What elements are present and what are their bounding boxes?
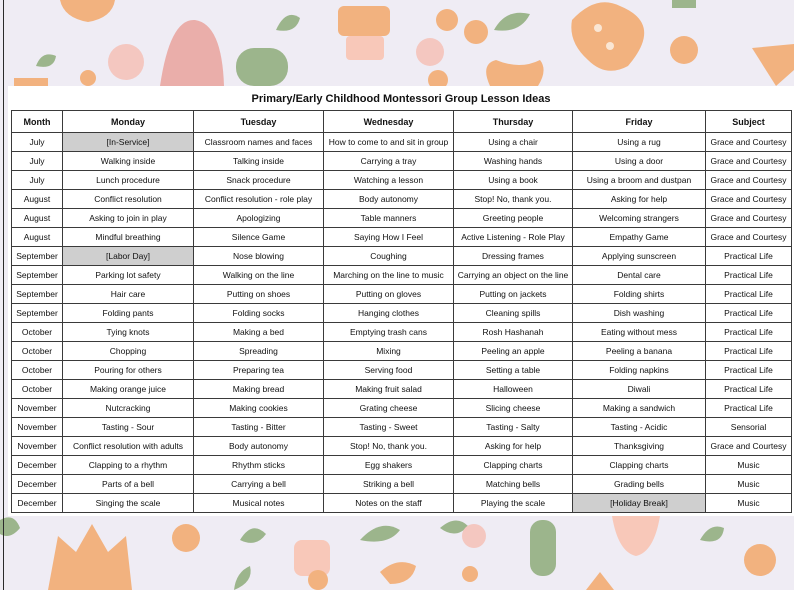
cell-month: October	[12, 342, 63, 361]
cell-monday: Making orange juice	[63, 380, 194, 399]
cell-month: September	[12, 285, 63, 304]
cell-thursday: Peeling an apple	[454, 342, 573, 361]
cell-tuesday: Walking on the line	[194, 266, 324, 285]
cell-monday: Nutcracking	[63, 399, 194, 418]
cell-tuesday: Snack procedure	[194, 171, 324, 190]
cell-month: November	[12, 418, 63, 437]
cell-subject: Grace and Courtesy	[706, 209, 792, 228]
dot-shape	[172, 524, 200, 552]
table-body	[12, 133, 792, 513]
acorn-shape	[60, 0, 115, 22]
apple-shape	[236, 48, 288, 86]
cell-thursday: Carrying an object on the line	[454, 266, 573, 285]
cell-thursday: Clapping charts	[454, 456, 573, 475]
cell-wednesday: Egg shakers	[324, 456, 454, 475]
cell-monday: Asking to join in play	[63, 209, 194, 228]
cell-monday: Tying knots	[63, 323, 194, 342]
cell-monday: Parking lot safety	[63, 266, 194, 285]
table-row	[12, 437, 792, 456]
cell-subject: Grace and Courtesy	[706, 437, 792, 456]
cell-wednesday: How to come to and sit in group	[324, 133, 454, 152]
cell-wednesday: Putting on gloves	[324, 285, 454, 304]
cell-thursday: Halloween	[454, 380, 573, 399]
cup-shape	[294, 540, 330, 576]
sheet-title: Primary/Early Childhood Montessori Group Lesson Ideas	[251, 93, 551, 105]
table-row	[12, 247, 792, 266]
header-thursday: Thursday	[454, 111, 573, 133]
cell-month: December	[12, 475, 63, 494]
cell-wednesday: Stop! No, thank you.	[324, 437, 454, 456]
table-row	[12, 304, 792, 323]
cell-subject: Practical Life	[706, 285, 792, 304]
cell-month: December	[12, 494, 63, 513]
table-row	[12, 456, 792, 475]
cell-monday: Pouring for others	[63, 361, 194, 380]
cell-wednesday: Watching a lesson	[324, 171, 454, 190]
cell-month: August	[12, 228, 63, 247]
cell-month: September	[12, 304, 63, 323]
cell-wednesday: Serving food	[324, 361, 454, 380]
cell-subject: Practical Life	[706, 266, 792, 285]
table-row	[12, 133, 792, 152]
dot-shape	[464, 20, 488, 44]
cell-friday: Eating without mess	[573, 323, 706, 342]
cell-wednesday: Mixing	[324, 342, 454, 361]
cell-monday: Parts of a bell	[63, 475, 194, 494]
table-row	[12, 190, 792, 209]
dot-shape	[606, 42, 614, 50]
cell-month: August	[12, 209, 63, 228]
table-row	[12, 209, 792, 228]
cell-wednesday: Saying How I Feel	[324, 228, 454, 247]
cell-month: September	[12, 247, 63, 266]
cell-subject: Grace and Courtesy	[706, 228, 792, 247]
cell-subject: Music	[706, 494, 792, 513]
cell-friday: Diwali	[573, 380, 706, 399]
cell-tuesday: Making a bed	[194, 323, 324, 342]
header-monday: Monday	[63, 111, 194, 133]
cell-wednesday: Notes on the staff	[324, 494, 454, 513]
leaf-shape	[700, 527, 724, 542]
cell-tuesday: Folding socks	[194, 304, 324, 323]
leaf-shape	[360, 526, 400, 542]
cell-wednesday: Coughing	[324, 247, 454, 266]
cell-friday: Using a rug	[573, 133, 706, 152]
leaf-shape	[276, 15, 300, 31]
cell-month: October	[12, 380, 63, 399]
cell-friday: Dish washing	[573, 304, 706, 323]
cell-thursday: Rosh Hashanah	[454, 323, 573, 342]
cup-shape	[346, 36, 384, 60]
cell-monday: Singing the scale	[63, 494, 194, 513]
lesson-sheet	[8, 86, 794, 516]
leaf-shape	[240, 528, 266, 543]
cell-tuesday: Conflict resolution - role play	[194, 190, 324, 209]
cell-monday: Chopping	[63, 342, 194, 361]
dot-shape	[436, 9, 458, 31]
cell-monday: Conflict resolution with adults	[63, 437, 194, 456]
cell-wednesday: Emptying trash cans	[324, 323, 454, 342]
cell-monday: Hair care	[63, 285, 194, 304]
cell-month: December	[12, 456, 63, 475]
tulip-shape	[586, 572, 614, 590]
cell-friday: Using a door	[573, 152, 706, 171]
cell-tuesday: Tasting - Bitter	[194, 418, 324, 437]
cell-tuesday: Carrying a bell	[194, 475, 324, 494]
cell-friday: Dental care	[573, 266, 706, 285]
cell-subject: Practical Life	[706, 399, 792, 418]
cell-subject: Grace and Courtesy	[706, 171, 792, 190]
dot-shape	[594, 24, 602, 32]
cell-month: July	[12, 171, 63, 190]
cell-wednesday: Carrying a tray	[324, 152, 454, 171]
cell-subject: Grace and Courtesy	[706, 152, 792, 171]
cell-thursday: Setting a table	[454, 361, 573, 380]
dot-shape	[672, 0, 696, 8]
table-row	[12, 380, 792, 399]
cell-wednesday: Body autonomy	[324, 190, 454, 209]
header-row	[12, 111, 792, 133]
cell-thursday: Greeting people	[454, 209, 573, 228]
cell-month: July	[12, 152, 63, 171]
cell-tuesday: Apologizing	[194, 209, 324, 228]
cell-subject: Practical Life	[706, 342, 792, 361]
cell-thursday: Putting on jackets	[454, 285, 573, 304]
cell-wednesday: Striking a bell	[324, 475, 454, 494]
tree-shape	[160, 20, 224, 86]
table-row	[12, 285, 792, 304]
cell-friday: Thanksgiving	[573, 437, 706, 456]
leaf-shape	[494, 13, 530, 31]
left-edge-rule	[3, 0, 4, 590]
cell-tuesday: Nose blowing	[194, 247, 324, 266]
bulb-shape	[571, 2, 644, 71]
cell-wednesday: Tasting - Sweet	[324, 418, 454, 437]
cell-wednesday: Grating cheese	[324, 399, 454, 418]
cell-monday: [In-Service]	[63, 133, 194, 152]
cell-monday: Clapping to a rhythm	[63, 456, 194, 475]
cell-tuesday: Making cookies	[194, 399, 324, 418]
cell-tuesday: Spreading	[194, 342, 324, 361]
cell-thursday: Slicing cheese	[454, 399, 573, 418]
cell-tuesday: Body autonomy	[194, 437, 324, 456]
table-row	[12, 494, 792, 513]
cell-friday: Welcoming strangers	[573, 209, 706, 228]
table-row	[12, 152, 792, 171]
dot-shape	[670, 36, 698, 64]
cell-month: November	[12, 437, 63, 456]
cell-month: August	[12, 190, 63, 209]
cell-monday: Folding pants	[63, 304, 194, 323]
cell-month: July	[12, 133, 63, 152]
header-subject: Subject	[706, 111, 792, 133]
table-row	[12, 228, 792, 247]
cell-subject: Sensorial	[706, 418, 792, 437]
leaf-shape	[36, 54, 56, 67]
cell-subject: Practical Life	[706, 323, 792, 342]
header-month: Month	[12, 111, 63, 133]
cell-subject: Practical Life	[706, 380, 792, 399]
cell-monday: Mindful breathing	[63, 228, 194, 247]
cell-friday: Clapping charts	[573, 456, 706, 475]
cell-thursday: Washing hands	[454, 152, 573, 171]
cell-month: October	[12, 323, 63, 342]
cell-tuesday: Silence Game	[194, 228, 324, 247]
cell-friday: Grading bells	[573, 475, 706, 494]
pot-shape	[14, 78, 48, 86]
lesson-table	[11, 110, 792, 513]
cell-thursday: Cleaning spills	[454, 304, 573, 323]
cell-subject: Grace and Courtesy	[706, 133, 792, 152]
cell-thursday: Matching bells	[454, 475, 573, 494]
cell-monday: Conflict resolution	[63, 190, 194, 209]
mushroom-shape	[612, 511, 660, 556]
cell-wednesday: Hanging clothes	[324, 304, 454, 323]
cell-friday: Tasting - Acidic	[573, 418, 706, 437]
dot-shape	[462, 524, 486, 548]
cell-friday: [Holiday Break]	[573, 494, 706, 513]
cell-monday: Tasting - Sour	[63, 418, 194, 437]
table-row	[12, 266, 792, 285]
cell-monday: Walking inside	[63, 152, 194, 171]
cell-subject: Music	[706, 475, 792, 494]
cell-tuesday: Making bread	[194, 380, 324, 399]
cell-friday: Using a broom and dustpan	[573, 171, 706, 190]
tulip-shape	[48, 524, 132, 590]
cell-subject: Practical Life	[706, 304, 792, 323]
dot-shape	[308, 570, 328, 590]
cell-subject: Practical Life	[706, 247, 792, 266]
cell-tuesday: Putting on shoes	[194, 285, 324, 304]
cell-friday: Making a sandwich	[573, 399, 706, 418]
apple-shape	[530, 520, 556, 576]
cell-tuesday: Preparing tea	[194, 361, 324, 380]
cell-thursday: Using a book	[454, 171, 573, 190]
cell-thursday: Stop! No, thank you.	[454, 190, 573, 209]
cell-tuesday: Musical notes	[194, 494, 324, 513]
header-tuesday: Tuesday	[194, 111, 324, 133]
flower-shape	[380, 562, 416, 584]
dot-shape	[416, 38, 444, 66]
cell-friday: Peeling a banana	[573, 342, 706, 361]
table-row	[12, 399, 792, 418]
cell-wednesday: Table manners	[324, 209, 454, 228]
cell-thursday: Using a chair	[454, 133, 573, 152]
header-friday: Friday	[573, 111, 706, 133]
table-row	[12, 361, 792, 380]
cell-friday: Asking for help	[573, 190, 706, 209]
cup-shape	[338, 6, 390, 36]
cell-friday: Empathy Game	[573, 228, 706, 247]
cell-month: November	[12, 399, 63, 418]
table-row	[12, 342, 792, 361]
cell-thursday: Tasting - Salty	[454, 418, 573, 437]
table-row	[12, 418, 792, 437]
cell-subject: Grace and Courtesy	[706, 190, 792, 209]
cell-monday: [Labor Day]	[63, 247, 194, 266]
leaf-shape	[234, 566, 251, 590]
cell-friday: Folding napkins	[573, 361, 706, 380]
cell-month: October	[12, 361, 63, 380]
cell-wednesday: Making fruit salad	[324, 380, 454, 399]
cell-month: September	[12, 266, 63, 285]
table-row	[12, 323, 792, 342]
cell-friday: Applying sunscreen	[573, 247, 706, 266]
dot-shape	[80, 70, 96, 86]
cell-friday: Folding shirts	[573, 285, 706, 304]
dot-shape	[744, 544, 776, 576]
cell-thursday: Active Listening - Role Play	[454, 228, 573, 247]
table-row	[12, 171, 792, 190]
dot-shape	[462, 566, 478, 582]
cell-subject: Music	[706, 456, 792, 475]
cell-tuesday: Rhythm sticks	[194, 456, 324, 475]
cell-monday: Lunch procedure	[63, 171, 194, 190]
cell-tuesday: Classroom names and faces	[194, 133, 324, 152]
cell-tuesday: Talking inside	[194, 152, 324, 171]
header-wednesday: Wednesday	[324, 111, 454, 133]
tulip-shape	[752, 44, 794, 86]
cell-thursday: Asking for help	[454, 437, 573, 456]
cell-thursday: Playing the scale	[454, 494, 573, 513]
cell-subject: Practical Life	[706, 361, 792, 380]
table-row	[12, 475, 792, 494]
cell-thursday: Dressing frames	[454, 247, 573, 266]
cell-wednesday: Marching on the line to music	[324, 266, 454, 285]
flower-shape	[486, 60, 543, 86]
dot-shape	[108, 44, 144, 80]
